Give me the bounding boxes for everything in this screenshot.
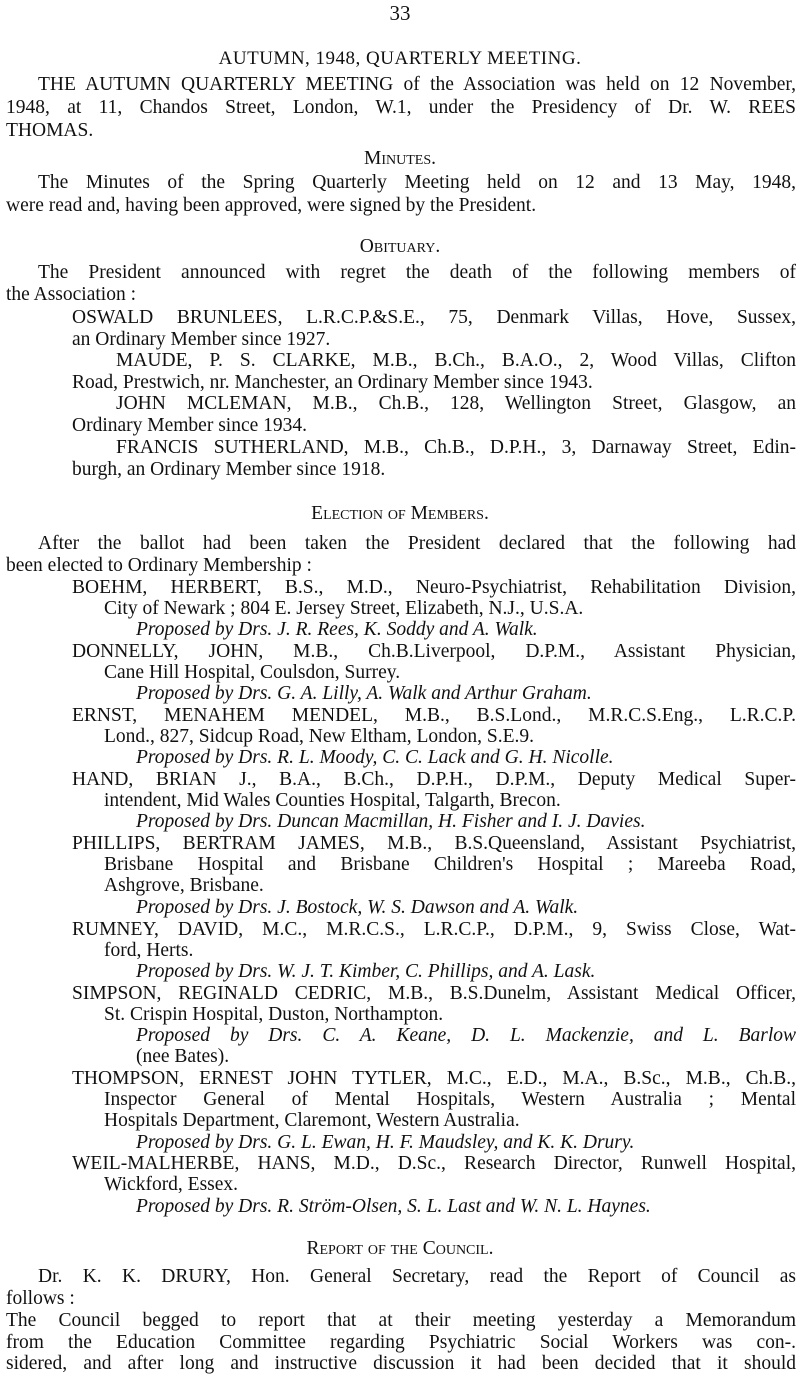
proposer-line: Proposed by Drs. R. Ström-Olsen, S. L. Last and W. N. L. Haynes. — [136, 1196, 651, 1217]
proposer-line: Proposed by Drs. Duncan Macmillan, H. Fisher and I. J. Davies. — [136, 811, 646, 832]
proposer-line: Proposed by Drs. W. J. T. Kimber, C. Phillips, and A. Lask. — [136, 961, 596, 982]
member-entry: DONNELLY, JOHN, M.B., Ch.B.Liverpool, D.P.M., Assistant Physician, — [72, 641, 796, 662]
intro-line: 1948, at 11, Chandos Street, London, W.1, under the Presidency of Dr. W. REES — [6, 97, 796, 118]
member-entry: BOEHM, HERBERT, B.S., M.D., Neuro-Psychiatrist, Rehabilitation Division, — [72, 577, 796, 598]
member-entry: WEIL-MALHERBE, HANS, M.D., D.Sc., Research Director, Runwell Hospital, — [72, 1153, 796, 1174]
section-heading-obituary: Obituary. — [359, 236, 441, 257]
member-entry: ERNST, MENAHEM MENDEL, M.B., B.S.Lond., M.R.C.S.Eng., L.R.C.P. — [72, 705, 796, 726]
section-heading-minutes: Minutes. — [364, 148, 436, 169]
member-entry: Ashgrove, Brisbane. — [104, 875, 264, 896]
proposer-line: Proposed by Drs. R. L. Moody, C. C. Lack and G. H. Nicolle. — [136, 747, 614, 768]
member-entry: Hospitals Department, Claremont, Western Australia. — [104, 1110, 520, 1131]
obituary-entry: burgh, an Ordinary Member since 1918. — [72, 459, 386, 480]
obituary-entry: MAUDE, P. S. CLARKE, M.B., B.Ch., B.A.O., 2, Wood Villas, Clifton — [116, 350, 796, 371]
paragraph-line: After the ballot had been taken the President declared that the following had — [38, 533, 796, 554]
paragraph-line: from the Education Committee regarding Psychiatric Social Workers was con-. — [6, 1332, 796, 1353]
member-entry: Inspector General of Mental Hospitals, Western Australia ; Mental — [104, 1089, 796, 1110]
paragraph-line: been elected to Ordinary Membership : — [6, 555, 312, 576]
paragraph-line: were read and, having been approved, were signed by the President. — [6, 195, 537, 216]
member-entry: SIMPSON, REGINALD CEDRIC, M.B., B.S.Dunelm, Assistant Medical Officer, — [72, 983, 796, 1004]
paragraph-line: Dr. K. K. DRURY, Hon. General Secretary, read the Report of Council as — [38, 1266, 796, 1287]
member-entry: RUMNEY, DAVID, M.C., M.R.C.S., L.R.C.P., D.P.M., 9, Swiss Close, Wat- — [72, 919, 796, 940]
member-entry: Lond., 827, Sidcup Road, New Eltham, London, S.E.9. — [104, 726, 535, 747]
proposer-line: Proposed by Drs. C. A. Keane, D. L. Mackenzie, and L. Barlow — [136, 1025, 796, 1046]
proposer-line: Proposed by Drs. G. L. Ewan, H. F. Maudsley, and K. K. Drury. — [136, 1132, 635, 1153]
member-entry: PHILLIPS, BERTRAM JAMES, M.B., B.S.Queensland, Assistant Psychiatrist, — [72, 833, 796, 854]
member-entry: ford, Herts. — [104, 940, 194, 961]
member-entry: Brisbane Hospital and Brisbane Children's Hospital ; Mareeba Road, — [104, 854, 796, 875]
proposer-line: Proposed by Drs. J. R. Rees, K. Soddy and A. Walk. — [136, 619, 538, 640]
paragraph-line: the Association : — [6, 284, 136, 305]
member-entry: City of Newark ; 804 E. Jersey Street, Elizabeth, N.J., U.S.A. — [104, 598, 584, 619]
page-title: AUTUMN, 1948, QUARTERLY MEETING. — [218, 48, 582, 69]
paragraph-line: The Minutes of the Spring Quarterly Meeting held on 12 and 13 May, 1948, — [38, 172, 796, 193]
obituary-entry: FRANCIS SUTHERLAND, M.B., Ch.B., D.P.H., 3, Darnaway Street, Edin- — [116, 437, 796, 458]
obituary-entry: OSWALD BRUNLEES, L.R.C.P.&S.E., 75, Denmark Villas, Hove, Sussex, — [72, 307, 796, 328]
intro-line: THE AUTUMN QUARTERLY MEETING of the Association was held on 12 November, — [38, 74, 796, 95]
obituary-entry: an Ordinary Member since 1927. — [72, 329, 331, 350]
page-number: 33 — [389, 1, 411, 25]
intro-line: THOMAS. — [6, 120, 94, 141]
obituary-entry: Ordinary Member since 1934. — [72, 415, 308, 436]
proposer-line: Proposed by Drs. J. Bostock, W. S. Dawson and A. Walk. — [136, 897, 579, 918]
section-heading-election: Election of Members. — [311, 503, 489, 524]
paragraph-line: follows : — [6, 1288, 75, 1309]
proposer-line: Proposed by Drs. G. A. Lilly, A. Walk and Arthur Graham. — [136, 683, 592, 704]
member-entry: THOMPSON, ERNEST JOHN TYTLER, M.C., E.D., M.A., B.Sc., M.B., Ch.B., — [72, 1068, 796, 1089]
obituary-entry: JOHN MCLEMAN, M.B., Ch.B., 128, Wellington Street, Glasgow, an — [116, 393, 796, 414]
section-heading-council: Report of the Council. — [306, 1238, 494, 1259]
paragraph-line: The President announced with regret the death of the following members of — [38, 262, 796, 283]
member-entry: intendent, Mid Wales Counties Hospital, Talgarth, Brecon. — [104, 790, 561, 811]
member-entry: St. Crispin Hospital, Duston, Northampton. — [104, 1004, 444, 1025]
paragraph-line: The Council begged to report that at their meeting yesterday a Memorandum — [6, 1310, 796, 1331]
member-entry: Cane Hill Hospital, Coulsdon, Surrey. — [104, 662, 401, 683]
member-entry: HAND, BRIAN J., B.A., B.Ch., D.P.H., D.P.M., Deputy Medical Super- — [72, 769, 796, 790]
obituary-entry: Road, Prestwich, nr. Manchester, an Ordinary Member since 1943. — [72, 372, 593, 393]
member-entry: Wickford, Essex. — [104, 1174, 239, 1195]
paragraph-line: sidered, and after long and instructive discussion it had been decided that it should — [6, 1353, 796, 1374]
proposer-line: (nee Bates). — [136, 1046, 230, 1067]
